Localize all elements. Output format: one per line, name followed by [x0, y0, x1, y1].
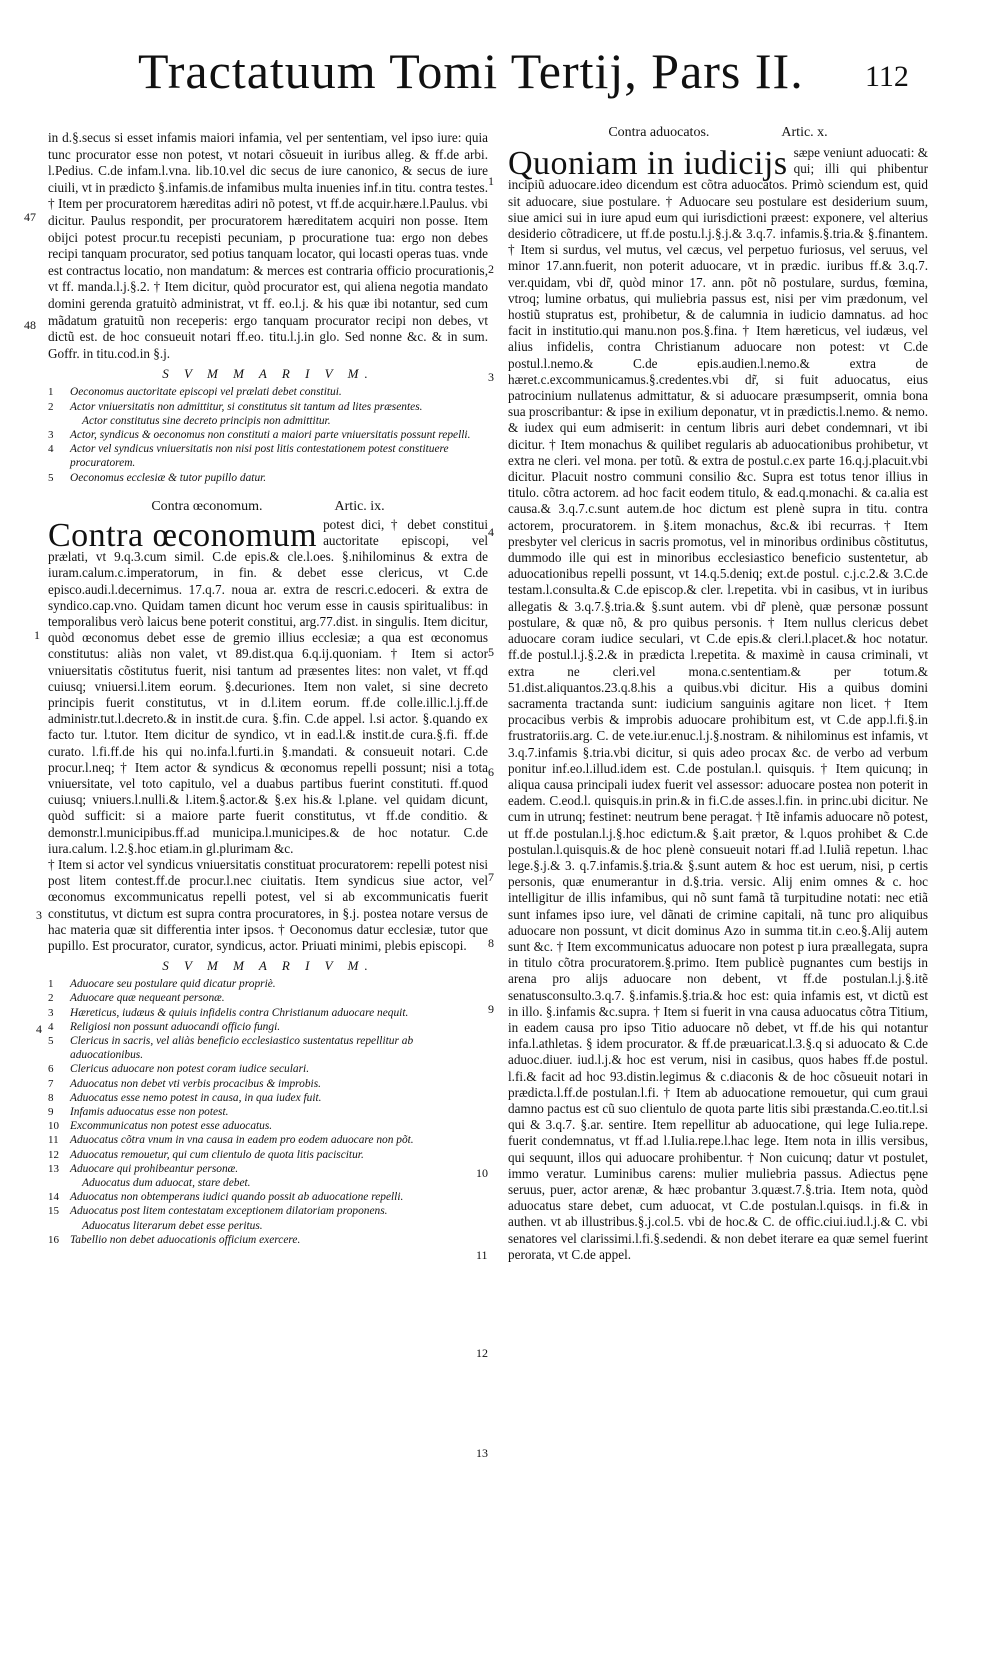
summary-item-text: Religiosi non possunt aduocandi officio fungi. — [70, 1020, 281, 1033]
left-column — [48, 130, 488, 1247]
summary-item — [48, 385, 488, 399]
summary-item — [48, 1148, 488, 1162]
summary-item — [48, 1219, 488, 1233]
margin-number: 47 — [24, 210, 36, 224]
margin-number: 6 — [488, 765, 494, 779]
summary-item-number: 2 — [48, 992, 54, 1005]
margin-number: 10 — [476, 1166, 488, 1180]
margin-number: 1 — [34, 628, 40, 642]
summary-1-list — [48, 385, 488, 484]
summary-item-text: Aduocatus post litem contestatam exceptionem dilatoriam proponens. — [70, 1205, 388, 1218]
summary-item-text: Aduocare quæ nequeant personæ. — [70, 992, 225, 1005]
running-title: Tractatuum Tomi Tertij, Pars II. — [138, 43, 804, 99]
summary-item — [48, 1233, 488, 1247]
summary-item-text: Aduocatus esse nemo potest in causa, in qua iudex fuit. — [70, 1091, 322, 1104]
summary-item-number: 9 — [48, 1106, 54, 1119]
right-column — [508, 125, 928, 1263]
margin-number: 2 — [488, 262, 494, 276]
summary-item-number: 1 — [48, 386, 54, 399]
summary-item-number: 8 — [48, 1091, 54, 1104]
summary-item-number: 4 — [48, 1020, 54, 1033]
article-10-heading — [508, 125, 928, 141]
margin-number: 48 — [24, 318, 36, 332]
margin-number: 8 — [488, 936, 494, 950]
summary-item — [48, 1077, 488, 1091]
summary-item-number: 5 — [48, 1035, 54, 1048]
summary-item — [48, 1006, 488, 1020]
summary-item — [48, 1020, 488, 1034]
summary-item-number: 11 — [48, 1134, 59, 1147]
summary-item — [48, 1190, 488, 1204]
summary-item-number: 5 — [48, 471, 54, 484]
margin-number: 13 — [476, 1446, 488, 1460]
left-paragraph-1: in d.§.secus si esset infamis maiori infamia, vel per sententiam, vel ipso iure: quia tunc procurator esse non potest, vt notari cõsueuit in iuribus alleg. & ff.de arbi. l.Pedius. C.de infam.l.vna. lib.10.vel dic secus de iure canonico, & secus de iure ciuili, vt in prædicto §.infamis.de infamibus multa inuenies inf.in titu. contra testes. † Item per procuratorem hæreditas adiri nõ potest, vt ff.de acquir.hære.l.Paulus. vbi dicitur. Paulus respondit, per procuratorem hæreditatem acquiri non posse. Item obijci potest procur.tu recepisti pecuniam, p procuratione tua: ergo non debes recipi tanquam procurator, sed potius tanquam locator, qui locasti operas tuas. vnde est contractus locatio, non mandatum: & merces est contraria officio procurationis, vt ff. manda.l.j.§.2. † Item dicitur, quòd procurator est, qui aliena negotia mandato domini gerenda gratuitò administrat, vt ff. eo.l.j. & his quæ ibi notantur, sed cum mãdatum gratuitũ non receperis: ergo tanquam procurator recipi non debes, vt dictũ est. de hoc consueuit notari ff.eo. titu.l.j.in glo. Sed nonne &c. & in sum. Goffr. in titu.cod.in §.j. — [48, 130, 488, 361]
summary-item — [48, 1119, 488, 1133]
margin-number: 4 — [36, 1022, 42, 1036]
summary-2-list — [48, 977, 488, 1247]
summary-1-heading: S V M M A R I V M. — [162, 366, 374, 382]
summary-item — [48, 442, 488, 470]
article-10-body — [508, 145, 928, 1263]
summary-item-text: Aduocatus non obtemperans iudici quando possit ab aduocatione repelli. — [70, 1191, 404, 1204]
summary-item — [48, 1204, 488, 1218]
summary-item-text: Aduocatus non debet vti verbis procacibus & improbis. — [70, 1077, 321, 1090]
summary-item — [48, 400, 488, 414]
summary-item-text: Actor constitutus sine decreto principis non admittitur. — [82, 414, 331, 427]
summary-item-text: Excommunicatus non potest esse aduocatus. — [70, 1120, 273, 1133]
summary-item — [48, 1091, 488, 1105]
article-9-text: potest dici, † debet constitui auctoritate episcopi, vel prælati, vt 9.q.3.cum simil. C.de epis.& cle.l.oes. §.nihilominus & extra de iuram.calum.c.imperatorum, in fin. & debet esse clericus, vt C.de episco.audi.l.decernimus. 17.q.7. noua ar. extra de rescri.c.edoceri. & extra de syndico.cap.vno. Quidam tamen dicunt hoc verum esse in causis spiritualibus: in temporalibus verò laicus bene poterit constitui, arg.77.dist. in singulis. Item dicitur, quòd œconomus debet esse de gremio illius ecclesiæ; a qua est œconomus constitutus: aliàs non valet, vt 89.dist.qua 6.q.ij.quoniam. † Item si actor vniuersitatis cõstitutus fuerit, nisi tantum ad præsentes lites: non valet, vt ff.qd cuiusq; vniuersi.l.item eorum. §.decuriones. Item non valet, si sine decreto principis fuerit constitutus, vt in d.l.item eorum. ff.de colle.illic.l.j.ff.de administr.tut.l.decreto.& in instit.de cura. §.fin. C.de appel. l.si actor. §.quando ex facto tur. l.tutor. Item dicitur de syndico, vt in ead.l.& instit.de cura.§.fi. ff.de curato. l.fi.ff.de his qui no.infa.l.furti.in §.mandati. & consueuit notari. C.de procur.l.neq; † Item actor & syndicus & œconomus repelli possunt; nisi a tota vniuersitate, vel toto capitulo, vel a duabus partibus fuerint constituti. ff.quod cuiusq; vniuers.l.nulli.& l.item.§.actor.& §.ex his.& l.plane. vel quidam dicunt, quòd sufficit: si a maiore parte fuerit constitutus, vt ff.de conditio. & demonstr.l.municipibus.ff.ad municipa.l.municipes.& de hoc notatur. C.de iura.calum. l.2.§.hoc etiam.in gl.plurimam &c. — [48, 516, 488, 856]
margin-number: 9 — [488, 1002, 494, 1016]
article-9-title: Contra œconomum. — [151, 498, 263, 514]
summary-item-text: Infamis aduocatus esse non potest. — [70, 1106, 229, 1119]
article-9-body-2: † Item si actor vel syndicus vniuersitatis constituat procuratorem: repelli potest nisi post litem contest.ff.de procur.l.nec ciuitatis. Item syndicus siue actor, vel œconomus excommunicatus repelli potest, vel si ab excommunicatis fuerit constitutus, vt dictum est supra contra procuratores, in §.j. postea notare versus de hac materia quæ sit differentia inter ipsos. † Oeconomus datur ecclesiæ, tutor que pupillo. Est procurator, curator, syndicus, actor. Priuati minimi, plebis episcopi. — [48, 857, 488, 954]
summary-item — [48, 1133, 488, 1147]
article-10-text: sæpe veniunt aduocati: & qui; illi qui phibentur incipiũ aduocare.ideo dicendum est cõtra aduocatos. Primò sciendum est, quid sit aduocare, siue postulare. † Aduocare seu postulare est desiderium suum, siue amici sui in iure apud eum qui iurisdictioni præest: exponere, vel alterius desiderio cõtradicere, ut ff.de postu.l.j.§.j.& 3.q.7. infamis.§.tria.& §.finantem. † Item si surdus, vel mutus, vel cæcus, vel perpetuo furiosus, vel seruus, vel minor 17.ann.fuerit, non poterit aduocare, vt in prædic. iuribus ff.& 3.q.7. ver.quidam, vbi dr̃, quòd minor 17. ann. põt nõ postulare, surdus, fœmina, vtroq; lumine orbatus, qui muliebria passus est, nisi per vim prædonum, vel hostiũ stupratus est, prohibetur, & de calumnia in iudicio damnatus. ad hoc facit in institutio.qui manu.non pos.§.fina. † Item hæreticus, vel iudæus, vel alius infidelis, contra Christianum aduocare non potest: vt C.de postul.l.nemo.& C.de epis.audien.l.nemo.& extra de hæret.c.excommunicamus.§.credentes.vbi dr̃, si fuit aduocatus, eius patrocinium nullatenus admittatur, & si aduocare præsumpserit, omnia bona sua proscribantur: & ipse in exilium deponatur, vt in prædictis.l.nemo. & nemo. & iudex qui eum admiserit: in centum libris auri debet condemnari, vt ibi dicitur. † Item monachus & quilibet regularis ab aduocationibus prohibetur, vt extra ne cleri. vel mona. per totũ. & extra de postul.c.ex parte 16.q.j.placuit.vbi dicitur. Placuit nostro communi consilio &c. Supra est totus tenor illius in titulo. cõtra actorem. ad hoc facit eodem titulo, & ead.q.monachi. & ca.alia est causa.& 3.q.7.c.sunt autem.de hoc dictum est plenè supra in titu. contra actorem, procuratorem. in §.item monachus, &c.& ibi recurras. † Item presbyter vel clericus in sacris promotus, vel in minoribus ordinibus cõstitutus, dummodo ille qui est in minoribus ecclesiastico beneficio sustentetur, ab aduocationibus repelli possunt, vt 14.q.5.deniq; ext.de postul. c.j.c.2.& 3.C.de testam.l.consulta.& C.de episcop.& cler. l.repetita. vbi in casibus, vt in iuribus allegatis & 3.q.7.§.tria.& §.sunt autem. vbi dr̃ plenè, quæ personæ possunt postulare, & quæ nõ, & pro quibus personis. † Item nullus clericus debet aduocare coram iudice seculari, vt C.de epis.& cleri.l.placet.& hoc notatur. ff.de postul.l.j.§.2.& in prædicta l.repetita. & maximè in causa criminali, vt extra ne cleri.vel mona.c.sententiam.& per totum.& 51.dist.aliquantos.23.q.8.his a quibus.vbi dicitur. His a quibus domini sacramenta tractanda sunt: iudicium sanguinis agitare non licet. † Item procacibus verbis & improbis aduocare prohibitum est, vt C.de app.l.fi.§.in frustratoriis.arg. C. de vete.iur.enuc.l.j.§.nostram. & nihilominus est infamis, vt 3.q.7.infamis §.tria.vbi dicitur, si quis adeo procax &c. de verbo ad verbum ponitur inf.eo.l.illud.idem est. C.de postulan.l. quisquis. † Item quicunq; in aliqua causa principali iudex fuerit vel assessor: aduocare postea non poterit in eadem. C.eod.l. quisquis.in prin.& in fi.C.de asses.l.fin. in princ.ubi dicitur. Ne cum in utrunq; festinet: neutrum bene peragat. † Itẽ infamis aduocare nõ potest, ut ff.de postulan.l.j.§.hoc edictum.& §.ait prætor, & l.quos prohibet & C.de postulan.l.quisquis.& de hoc plenè consueuit notari ff.ad l.Iuliã repetun. l.hac lege.§.j.& 3. q.7.infamis.§.tria.& §.sunt autem & hoc est uerum, nisi, p certis personis, quæ enumerantur in d.§.tria. versic. Alij enim omnes & c. hoc intelligitur de illis infamibus, qui nõ sunt famã tã turpitudine notati: nec etiã sunt infames ipso iure, vel dãnati de crimine capitali, nã tunc pro aliquibus aduocare non possunt, vt dicit dominus Azo in summa tit.in c.eo.§.Alij autem sunt &c. † Item excommunicatus aduocare non potest p iura præallegata, supra in titulo cõtra procuratorem.§.primo. Item publicè pugnantes cum bestijs in arena pro alijs aduocare non debent, vt ff.de postulan.l.j.§.itẽ senatusconsulto.3.q.7. §.infamis.§.tria.& hoc est: quia infamis est, vt dictũ est in illo. §.infamis &c.supra. † Item si fuerit in vna causa aduocatus cõtra Titium, in eadem causa pro ipso Titio aduocare nõ debet, vt ff.de his qui notantur infa.l.athletas. § idem procurator. & ff.de præuaricat.l.3.§.q si aduocato & C.de aduoc.diuer. iud.l.j.& hoc est verum, nisi in casibus, quos habes ff.de postul. l.fi.& facit ad hoc 93.distin.legimus & c.diaconis & de hoc cõsueuit notari in prædicta.l.ff.de postulan.l.fi. † Item ab aduocatione remouetur, qui cum graui damno pactus est cũ suo clientulo de quota parte litis sibi præstanda.C.eo.tit.l.si qui & 3.q.7. §.ar. sentire. Item repellitur ab aduocatione, qui lege Iulia.repe. fuerit condemnatus, vt ff.ad l.Iulia.repe.l.hac lege. Item nota in illis versibus, qui sequunt, illos qui aduocare prohibentur. † Non cuicunq; datur vt postulet, immo veratur. Luminibus carens: mulier muliebria passus. Adiectus pęne seruus, puer, actor arenæ, & hæc probantur 3.quæst.7.§.tria. Item nota, quòd aduocatus stare debet, cum aduocat, vt C.de postulan.l.quisqs. in fi.& in authen. vt ab illustribus.§.j.col.5. vbi de hoc.& C. de offic.ciui.iud.l.j.& C. vbi senatores vel clarissimi.l.fi.§.sedendi. & non debet iterare ea quæ semel fuerint perorata, vt C.de appel. — [508, 145, 929, 1262]
summary-item-number: 10 — [48, 1120, 59, 1133]
summary-item-text: Tabellio non debet aduocationis officium exercere. — [70, 1233, 301, 1246]
summary-item-number: 6 — [48, 1063, 54, 1076]
summary-item-number: 15 — [48, 1205, 59, 1218]
summary-item-number: 14 — [48, 1191, 59, 1204]
margin-number: 3 — [488, 370, 494, 384]
margin-number: 4 — [488, 525, 494, 539]
margin-number: 12 — [476, 1346, 488, 1360]
summary-item-text: Oeconomus auctoritate episcopi vel prælati debet constitui. — [70, 386, 342, 399]
summary-item-text: Hæreticus, iudæus & quiuis infidelis contra Christianum aduocare nequit. — [70, 1006, 409, 1019]
summary-item — [48, 1162, 488, 1176]
summary-item-text: Clericus aduocare non potest coram iudice seculari. — [70, 1063, 310, 1076]
article-9-label: Artic. ix. — [334, 498, 385, 514]
summary-item-number: 16 — [48, 1233, 59, 1246]
summary-item-text: Actor, syndicus & oeconomus non constituti a maiori parte vniuersitatis possunt repelli. — [70, 428, 471, 441]
margin-number: 5 — [488, 645, 494, 659]
summary-item — [48, 414, 488, 428]
summary-item-number: 13 — [48, 1162, 59, 1175]
summary-item-text: Oeconomus ecclesiæ & tutor pupillo datur. — [70, 471, 267, 484]
summary-item-number: 1 — [48, 978, 54, 991]
summary-item — [48, 471, 488, 485]
article-9-heading — [48, 499, 488, 515]
summary-item — [48, 1034, 488, 1062]
margin-number: 1 — [488, 174, 494, 188]
article-10-initial: Quoniam in iudicijs — [508, 145, 788, 182]
margin-number: 11 — [476, 1248, 488, 1262]
summary-item — [48, 428, 488, 442]
summary-item-number: 2 — [48, 400, 54, 413]
summary-item-number: 4 — [48, 443, 54, 456]
article-10-title: Contra aduocatos. — [608, 125, 710, 140]
summary-item-number: 7 — [48, 1077, 54, 1090]
summary-item-text: Aduocatus cõtra vnum in vna causa in eadem pro eodem aduocare non põt. — [70, 1134, 414, 1147]
article-10-label: Artic. x. — [781, 125, 828, 140]
page-number: 112 — [865, 60, 909, 93]
summary-item — [48, 1062, 488, 1076]
margin-number: 7 — [488, 870, 494, 884]
summary-item — [48, 977, 488, 991]
summary-item-text: Clericus in sacris, vel aliàs beneficio ecclesiastico sustentatus repellitur ab aduocationibus. — [70, 1035, 414, 1062]
summary-item-text: Aduocare qui prohibeantur personæ. — [70, 1162, 239, 1175]
summary-2-heading: S V M M A R I V M. — [162, 958, 374, 974]
summary-item-text: Actor vniuersitatis non admittitur, si constitutus sit tantum ad lites præsentes. — [70, 400, 423, 413]
summary-item — [48, 1105, 488, 1119]
margin-number: 3 — [36, 908, 42, 922]
summary-item-text: Aduocare seu postulare quid dicatur propriè. — [70, 978, 276, 991]
summary-item-number: 3 — [48, 1006, 54, 1019]
summary-item-number: 3 — [48, 428, 54, 441]
summary-item-number: 12 — [48, 1148, 59, 1161]
article-9-body — [48, 517, 488, 857]
summary-item-text: Aduocatus remouetur, qui cum clientulo de quota litis paciscitur. — [70, 1148, 364, 1161]
summary-item — [48, 1176, 488, 1190]
summary-item-text: Actor vel syndicus vniuersitatis non nisi post litis contestationem potest constituere procuratorem. — [70, 443, 449, 470]
summary-item — [48, 991, 488, 1005]
summary-item-text: Aduocatus literarum debet esse peritus. — [82, 1219, 263, 1232]
summary-item-text: Aduocatus dum aduocat, stare debet. — [82, 1177, 251, 1190]
article-9-initial: Contra œconomum — [48, 516, 318, 554]
